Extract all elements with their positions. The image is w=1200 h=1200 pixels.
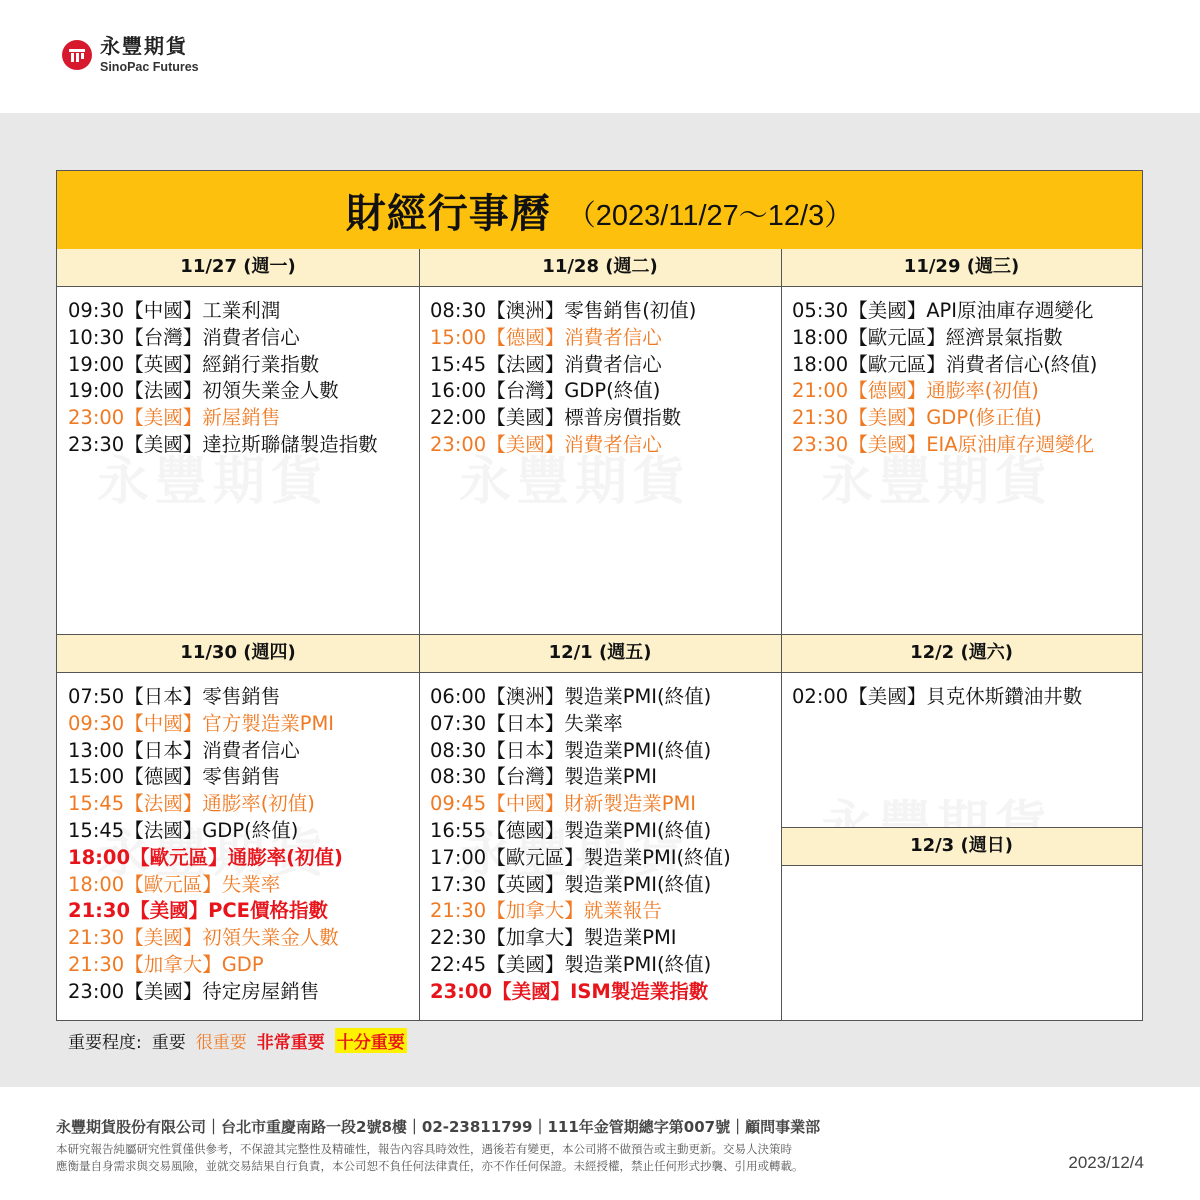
event-item: 18:00【歐元區】失業率 xyxy=(68,872,281,896)
event-item: 05:30【美國】API原油庫存週變化 xyxy=(792,299,1094,322)
event-item: 15:45【法國】GDP(終值) xyxy=(68,818,299,842)
day-header: 11/28 (週二) xyxy=(419,249,781,287)
day-header: 12/2 (週六) xyxy=(781,635,1142,673)
event-item: 21:30【美國】初領失業金人數 xyxy=(68,926,339,950)
calendar-card xyxy=(56,170,1143,1021)
event-item: 09:30【中國】官方製造業PMI xyxy=(68,711,335,735)
legend-level-3: 非常重要 xyxy=(256,1033,325,1053)
event-item: 15:45【法國】通膨率(初值) xyxy=(68,792,315,816)
brand-name-en: SinoPac Futures xyxy=(100,60,199,74)
day-header: 12/1 (週五) xyxy=(419,635,781,673)
disclaimer-line-1: 本研究報告純屬研究性質僅供參考，不保證其完整性及精確性，報告內容具時效性，遇後若有變更，本公司將不做預告或主動更新。交易人決策時 xyxy=(56,1142,792,1156)
brand-name-zh: 永豐期貨 xyxy=(100,34,188,58)
event-item: 18:00【歐元區】經濟景氣指數 xyxy=(792,325,1063,349)
event-item: 15:00【德國】零售銷售 xyxy=(68,765,281,789)
disclaimer-line-2: 應衡量自身需求與交易風險，並就交易結果自行負責，本公司恕不負任何法律責任，亦不作任何保證。未經授權，禁止任何形式抄襲、引用或轉載。 xyxy=(56,1159,804,1173)
day-header: 11/27 (週一) xyxy=(57,249,419,287)
event-item: 07:30【日本】失業率 xyxy=(430,711,623,735)
event-item: 16:55【德國】製造業PMI(終值) xyxy=(430,818,712,842)
event-item: 22:30【加拿大】製造業PMI xyxy=(430,926,677,950)
event-item: 23:00【美國】ISM製造業指數 xyxy=(430,979,709,1003)
event-item: 23:00【美國】新屋銷售 xyxy=(68,406,281,430)
event-item: 17:30【英國】製造業PMI(終值) xyxy=(430,872,712,896)
event-list xyxy=(68,684,343,1006)
event-item: 21:30【美國】GDP(修正值) xyxy=(792,406,1042,430)
brand-logo xyxy=(62,36,199,74)
page-title: 財經行事曆 xyxy=(345,190,551,237)
legend-level-2: 很重要 xyxy=(195,1033,247,1053)
event-item: 21:30【加拿大】GDP xyxy=(68,952,264,976)
event-item: 21:30【美國】PCE價格指數 xyxy=(68,899,328,923)
event-item: 09:30【中國】工業利潤 xyxy=(68,299,281,322)
importance-legend xyxy=(68,1028,417,1053)
event-item: 19:00【英國】經銷行業指數 xyxy=(68,352,320,376)
event-item: 23:00【美國】消費者信心 xyxy=(430,432,662,456)
event-item: 23:30【美國】EIA原油庫存週變化 xyxy=(792,432,1095,456)
publish-date: 2023/12/4 xyxy=(1068,1153,1144,1172)
event-item: 17:00【歐元區】製造業PMI(終值) xyxy=(430,845,731,869)
event-item: 15:45【法國】消費者信心 xyxy=(430,352,662,376)
event-item: 21:00【德國】通膨率(初值) xyxy=(792,379,1039,403)
day-header: 11/30 (週四) xyxy=(57,635,419,673)
event-item: 06:00【澳洲】製造業PMI(終值) xyxy=(430,685,712,708)
legend-level-1: 重要 xyxy=(151,1033,186,1053)
event-item: 21:30【加拿大】就業報告 xyxy=(430,899,662,923)
event-item: 09:45【中國】財新製造業PMI xyxy=(430,792,697,816)
legend-level-4: 十分重要 xyxy=(335,1028,407,1053)
event-item: 23:30【美國】達拉斯聯儲製造指數 xyxy=(68,432,378,456)
event-item: 07:50【日本】零售銷售 xyxy=(68,685,281,708)
event-item: 22:00【美國】標普房價指數 xyxy=(430,406,682,430)
grid-divider xyxy=(57,634,1142,635)
event-list xyxy=(792,298,1097,459)
company-info: 永豐期貨股份有限公司｜台北市重慶南路一段2號8樓｜02-23811799｜111年金管期總字第007號｜顧問事業部 xyxy=(56,1118,821,1136)
event-item: 18:00【歐元區】通膨率(初值) xyxy=(68,845,343,869)
page-header xyxy=(0,0,1200,113)
grid-divider xyxy=(781,827,1142,828)
event-item: 22:45【美國】製造業PMI(終值) xyxy=(430,952,712,976)
event-item: 08:30【日本】製造業PMI(終值) xyxy=(430,738,712,762)
title-bar xyxy=(57,171,1142,250)
date-range: （2023/11/27～12/3） xyxy=(566,199,854,232)
event-item: 08:30【台灣】製造業PMI xyxy=(430,765,658,789)
event-item: 16:00【台灣】GDP(終值) xyxy=(430,379,661,403)
day-header: 12/3 (週日) xyxy=(781,828,1142,866)
event-item: 15:00【德國】消費者信心 xyxy=(430,325,662,349)
event-item: 23:00【美國】待定房屋銷售 xyxy=(68,979,320,1003)
event-item: 02:00【美國】貝克休斯鑽油井數 xyxy=(792,685,1083,708)
day-header: 11/29 (週三) xyxy=(781,249,1142,287)
event-item: 13:00【日本】消費者信心 xyxy=(68,738,300,762)
event-item: 19:00【法國】初領失業金人數 xyxy=(68,379,339,403)
event-item: 10:30【台灣】消費者信心 xyxy=(68,325,300,349)
sinopac-logo-icon xyxy=(62,40,92,70)
event-list xyxy=(68,298,378,459)
footer xyxy=(56,1116,1146,1175)
event-list xyxy=(430,684,731,1006)
event-item: 18:00【歐元區】消費者信心(終值) xyxy=(792,352,1098,376)
event-list xyxy=(792,684,1082,711)
legend-prefix: 重要程度: xyxy=(68,1033,142,1053)
event-item: 08:30【澳洲】零售銷售(初值) xyxy=(430,299,697,322)
event-list xyxy=(430,298,696,459)
